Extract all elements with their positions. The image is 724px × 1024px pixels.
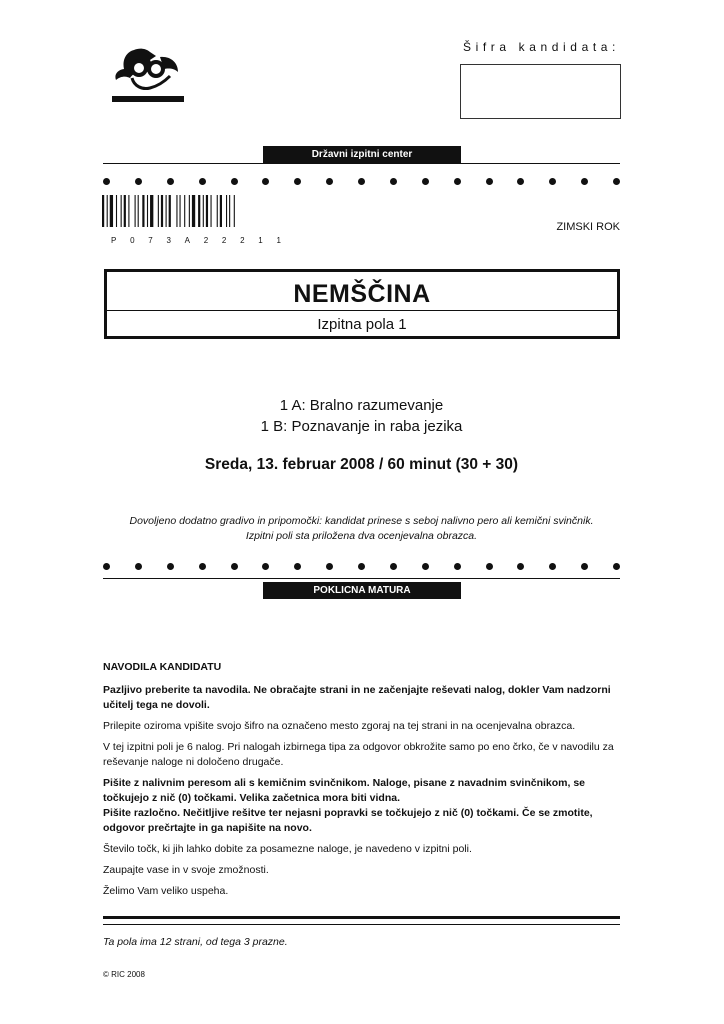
barcode-digit: 1 xyxy=(276,236,281,245)
instruction-paragraph: Pazljivo preberite ta navodila. Ne obračajte strani in ne začenjajte reševati nalog, dokler Vam nadzorni učitelj tega ne dovoli. xyxy=(103,684,611,711)
instruction-paragraph: Zaupajte vase in v svoje zmožnosti. xyxy=(103,864,269,876)
instruction-paragraph: Število točk, ki jih lahko dobite za posamezne naloge, je navedeno v izpitni poli. xyxy=(103,843,472,855)
session-label: ZIMSKI ROK xyxy=(556,221,620,233)
section-1b: 1 B: Poznavanje in raba jezika xyxy=(260,418,463,435)
barcode-digit: 1 xyxy=(258,236,263,245)
barcode-digit: 7 xyxy=(148,236,153,245)
dot-row-top xyxy=(103,176,620,186)
divider xyxy=(103,163,620,164)
copyright: © RIC 2008 xyxy=(103,970,145,979)
divider xyxy=(103,578,620,579)
subject-title: NEMŠČINA xyxy=(107,272,617,311)
paper-subtitle: Izpitna pola 1 xyxy=(317,316,407,333)
barcode-digit: 0 xyxy=(130,236,135,245)
allowed-forms: Izpitni poli sta priložena dva ocenjevalna obrazca. xyxy=(245,530,478,542)
pages-note: Ta pola ima 12 strani, od tega 3 prazne. xyxy=(103,936,288,948)
dot-row-bottom xyxy=(103,561,620,571)
instructions xyxy=(103,660,620,905)
exam-type-label: POKLICNA MATURA xyxy=(263,582,461,599)
center-label: Državni izpitni center xyxy=(263,146,461,163)
barcode-digits xyxy=(111,236,281,245)
owl-logo-icon xyxy=(112,42,184,104)
allowed-materials: Dovoljeno dodatno gradivo in pripomočki: kandidat prinese s seboj nalivno pero ali kemični svinčnik. xyxy=(129,515,594,527)
section-1a: 1 A: Bralno razumevanje xyxy=(279,397,444,414)
barcode-icon xyxy=(102,195,288,227)
instruction-paragraph: Želimo Vam veliko uspeha. xyxy=(103,885,229,897)
barcode-digit: A xyxy=(184,236,190,245)
instruction-paragraph: V tej izpitni poli je 6 nalog. Pri nalogah izbirnega tipa za odgovor obkrožite samo po eno črko, če v navodilu za reševanje naloge ni določeno drugače. xyxy=(103,741,614,768)
title-box xyxy=(104,269,620,339)
candidate-code-box[interactable] xyxy=(460,64,621,119)
barcode-digit: P xyxy=(111,236,117,245)
instruction-paragraph: Prilepite oziroma vpišite svojo šifro na označeno mesto zgoraj na tej strani in na ocenjevalna obrazca. xyxy=(103,720,576,732)
instructions-heading: NAVODILA KANDIDATU xyxy=(103,661,222,673)
divider xyxy=(103,916,620,919)
instruction-paragraph: Pišite razločno. Nečitljive rešitve ter nejasni popravki se točkujejo z nič (0) točkami. Če se zmotite, odgovor prečrtajte in ga napišite na novo. xyxy=(103,807,593,834)
barcode-digit: 2 xyxy=(203,236,209,245)
barcode-digit: 2 xyxy=(221,236,227,245)
instruction-paragraph: Pišite z nalivnim peresom ali s kemičnim svinčnikom. Naloge, pisane z navadnim svinčnikom, se točkujejo z nič (0) točkami. Velika začetnica mora biti vidna. xyxy=(103,777,586,804)
divider xyxy=(103,924,620,925)
candidate-code-label: Šifra kandidata: xyxy=(463,40,620,54)
exam-date: Sreda, 13. februar 2008 / 60 minut (30 + 30) xyxy=(204,456,519,473)
barcode-digit: 3 xyxy=(166,236,171,245)
barcode-digit: 2 xyxy=(240,236,245,245)
